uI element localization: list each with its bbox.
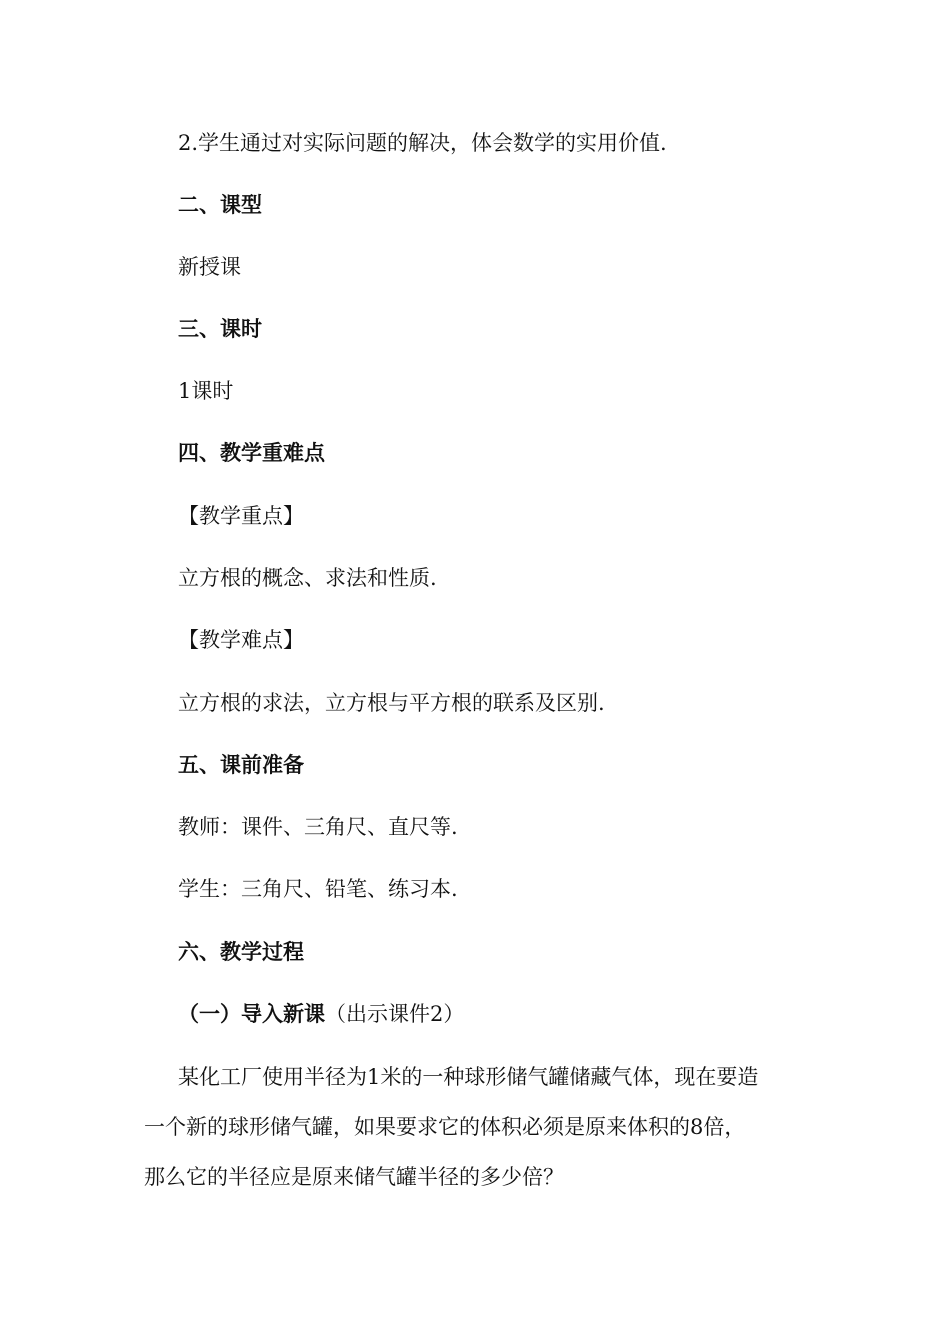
difficulty-text: 立方根的求法，立方根与平方根的联系及区别. xyxy=(178,691,605,715)
focus-label: 【教学重点】 xyxy=(178,504,304,528)
section-heading-class-hours: 三、课时 xyxy=(178,316,262,341)
section-heading-process: 六、教学过程 xyxy=(178,939,304,964)
teacher-preparation: 教师：课件、三角尺、直尺等. xyxy=(178,815,458,839)
subsection-intro-note: （出示课件2） xyxy=(325,1002,465,1026)
problem-line-1: 某化工厂使用半径为1米的一种球形储气罐储藏气体，现在要造 xyxy=(178,1065,759,1089)
difficulty-label: 【教学难点】 xyxy=(178,628,304,652)
focus-text: 立方根的概念、求法和性质. xyxy=(178,566,437,590)
student-preparation: 学生：三角尺、铅笔、练习本. xyxy=(178,877,458,901)
problem-line-2: 一个新的球形储气罐，如果要求它的体积必须是原来体积的8倍， xyxy=(144,1115,746,1139)
section-heading-course-type: 二、课型 xyxy=(178,192,262,217)
problem-line-3: 那么它的半径应是原来储气罐半径的多少倍？ xyxy=(144,1165,564,1189)
subsection-intro-title: （一）导入新课 xyxy=(178,1001,325,1026)
subsection-intro xyxy=(178,999,464,1029)
objective-item-2: 2.学生通过对实际问题的解决，体会数学的实用价值. xyxy=(178,131,667,155)
course-type-value: 新授课 xyxy=(178,255,241,279)
section-heading-key-points: 四、教学重难点 xyxy=(178,440,325,465)
class-hours-value: 1课时 xyxy=(178,379,234,403)
section-heading-preparation: 五、课前准备 xyxy=(178,752,304,777)
